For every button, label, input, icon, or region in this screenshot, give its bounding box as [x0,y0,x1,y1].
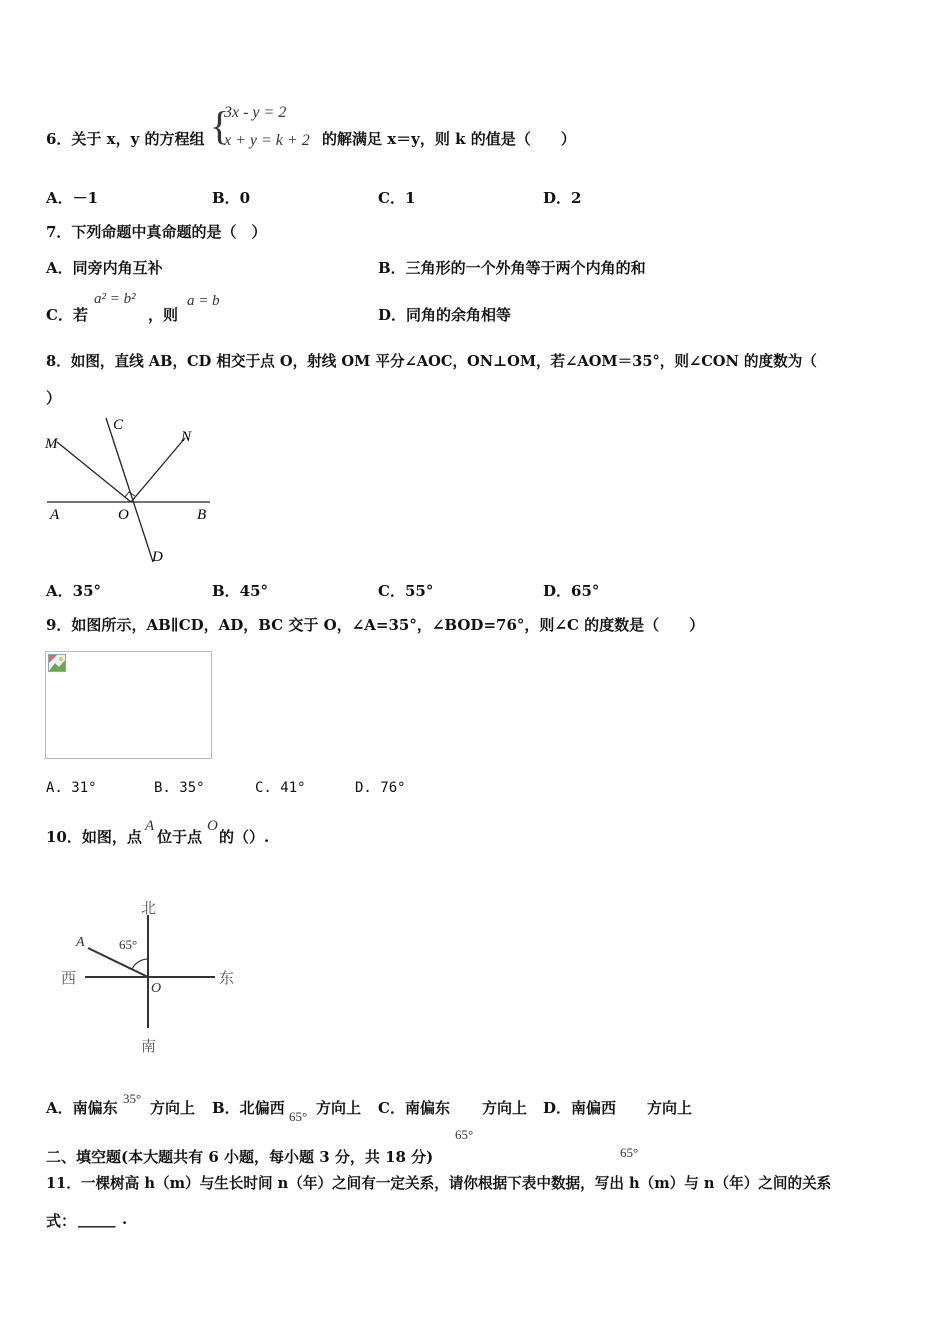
q10-option-d-label: D．南偏西 [543,1099,617,1117]
q8-option-a[interactable]: A．35° [46,582,102,600]
q11-line-1: 11．一棵树高 h（m）与生长时间 n（年）之间有一定关系，请你根据下表中数据，写出 h（m）与 n（年）之间的关系 [46,1175,832,1192]
q6-prefix: 6．关于 x，y 的方程组 [46,130,205,148]
q6-option-b[interactable]: B．0 [212,189,251,207]
q6-option-a[interactable]: A．－1 [46,189,99,207]
q10-label-north: 北 [141,901,157,917]
q8-line-cd [106,418,153,562]
q7-option-c-mid: ，则 [148,306,179,324]
q7-option-a[interactable]: A．同旁内角互补 [46,259,163,277]
q8-figure [40,412,220,572]
q7-option-c-math-2: a = b [187,293,220,309]
q8-label-n: N [181,429,192,445]
q10-option-a-label: A．南偏东 [46,1099,118,1117]
q9-option-c[interactable]: C. 41° [255,780,306,796]
q10-label-a: A [76,935,85,950]
q6-equation-2: x + y = k + 2 [224,132,310,149]
q9-option-b[interactable]: B. 35° [154,780,205,796]
q9-broken-image [45,651,212,759]
q8-stem-line-2: ） [46,389,62,407]
q10-compass-figure [55,895,245,1060]
q8-label-c: C [113,417,124,433]
q10-label-west: 西 [61,971,77,987]
q11-line-2-suffix: . [122,1210,128,1228]
q8-ray-on [131,438,185,502]
q10-stem-a: 10．如图，点 [46,828,142,846]
q6-option-c[interactable]: C．1 [378,189,416,207]
q10-label-o: O [151,981,162,996]
q8-label-m: M [45,436,58,452]
section-2-heading: 二、填空题(本大题共有 6 小题，每小题 3 分，共 18 分) [46,1148,434,1166]
q6-suffix: 的解满足 x＝y，则 k 的值是（ ） [322,130,576,148]
q10-option-c-tail: 方向上 [482,1099,528,1117]
q9-option-d[interactable]: D. 76° [355,780,406,796]
q8-stem-line-1: 8．如图，直线 AB，CD 相交于点 O，射线 OM 平分∠AOC，ON⊥OM，若∠AOM＝35°，则∠CON 的度数为（ [46,353,817,370]
q8-option-d[interactable]: D．65° [543,582,600,600]
q10-label-angle: 65° [119,937,138,952]
q8-ray-om [57,442,131,502]
q8-label-d: D [152,549,163,565]
q10-option-d-tail: 方向上 [647,1099,693,1117]
q6-brace: { [210,103,230,148]
q10-point-o: O [207,818,218,834]
q10-option-b-tail: 方向上 [316,1099,362,1117]
q7-option-c-math-1: a² = b² [94,291,136,307]
q11-line-2-prefix: 式： [46,1212,77,1230]
q8-right-angle-mark [125,492,135,497]
q6-option-d[interactable]: D．2 [543,189,582,207]
q10-angle-arc [132,959,148,969]
q10-option-c-degree: 65° [455,1127,474,1142]
q9-option-a[interactable]: A. 31° [46,780,97,796]
q10-option-d-degree: 65° [620,1145,639,1160]
q8-label-b: B [197,507,207,523]
q10-option-b-degree: 65° [289,1109,308,1124]
q9-stem: 9．如图所示，AB∥CD，AD，BC 交于 O，∠A=35°，∠BOD=76°，则∠C 的度数是（ ） [46,616,705,634]
q7-option-d[interactable]: D．同角的余角相等 [378,306,512,324]
q10-option-b-label: B．北偏西 [212,1099,285,1117]
q10-label-south: 南 [141,1039,157,1055]
q10-label-east: 东 [219,971,235,987]
q10-point-a: A [145,818,155,834]
q6-equation-1: 3x - y = 2 [224,104,287,121]
q7-option-b[interactable]: B．三角形的一个外角等于两个内角的和 [378,259,646,277]
q10-option-a-degree: 35° [123,1091,142,1106]
q8-label-o: O [118,507,129,523]
q8-option-b[interactable]: B．45° [212,582,269,600]
q7-option-c-prefix[interactable]: C．若 [46,306,88,324]
q10-option-c-label: C．南偏东 [378,1099,450,1117]
q10-stem-b: 位于点 [157,828,203,846]
q10-option-a-tail: 方向上 [150,1099,196,1117]
q7-stem: 7．下列命题中真命题的是（ ） [46,223,267,241]
q10-ray-oa [88,948,148,977]
q8-label-a: A [50,507,60,523]
q10-stem-c: 的（）. [219,828,270,846]
broken-image-icon [48,654,66,672]
q11-answer-blank[interactable]: _____ [78,1210,116,1228]
q8-option-c[interactable]: C．55° [378,582,434,600]
